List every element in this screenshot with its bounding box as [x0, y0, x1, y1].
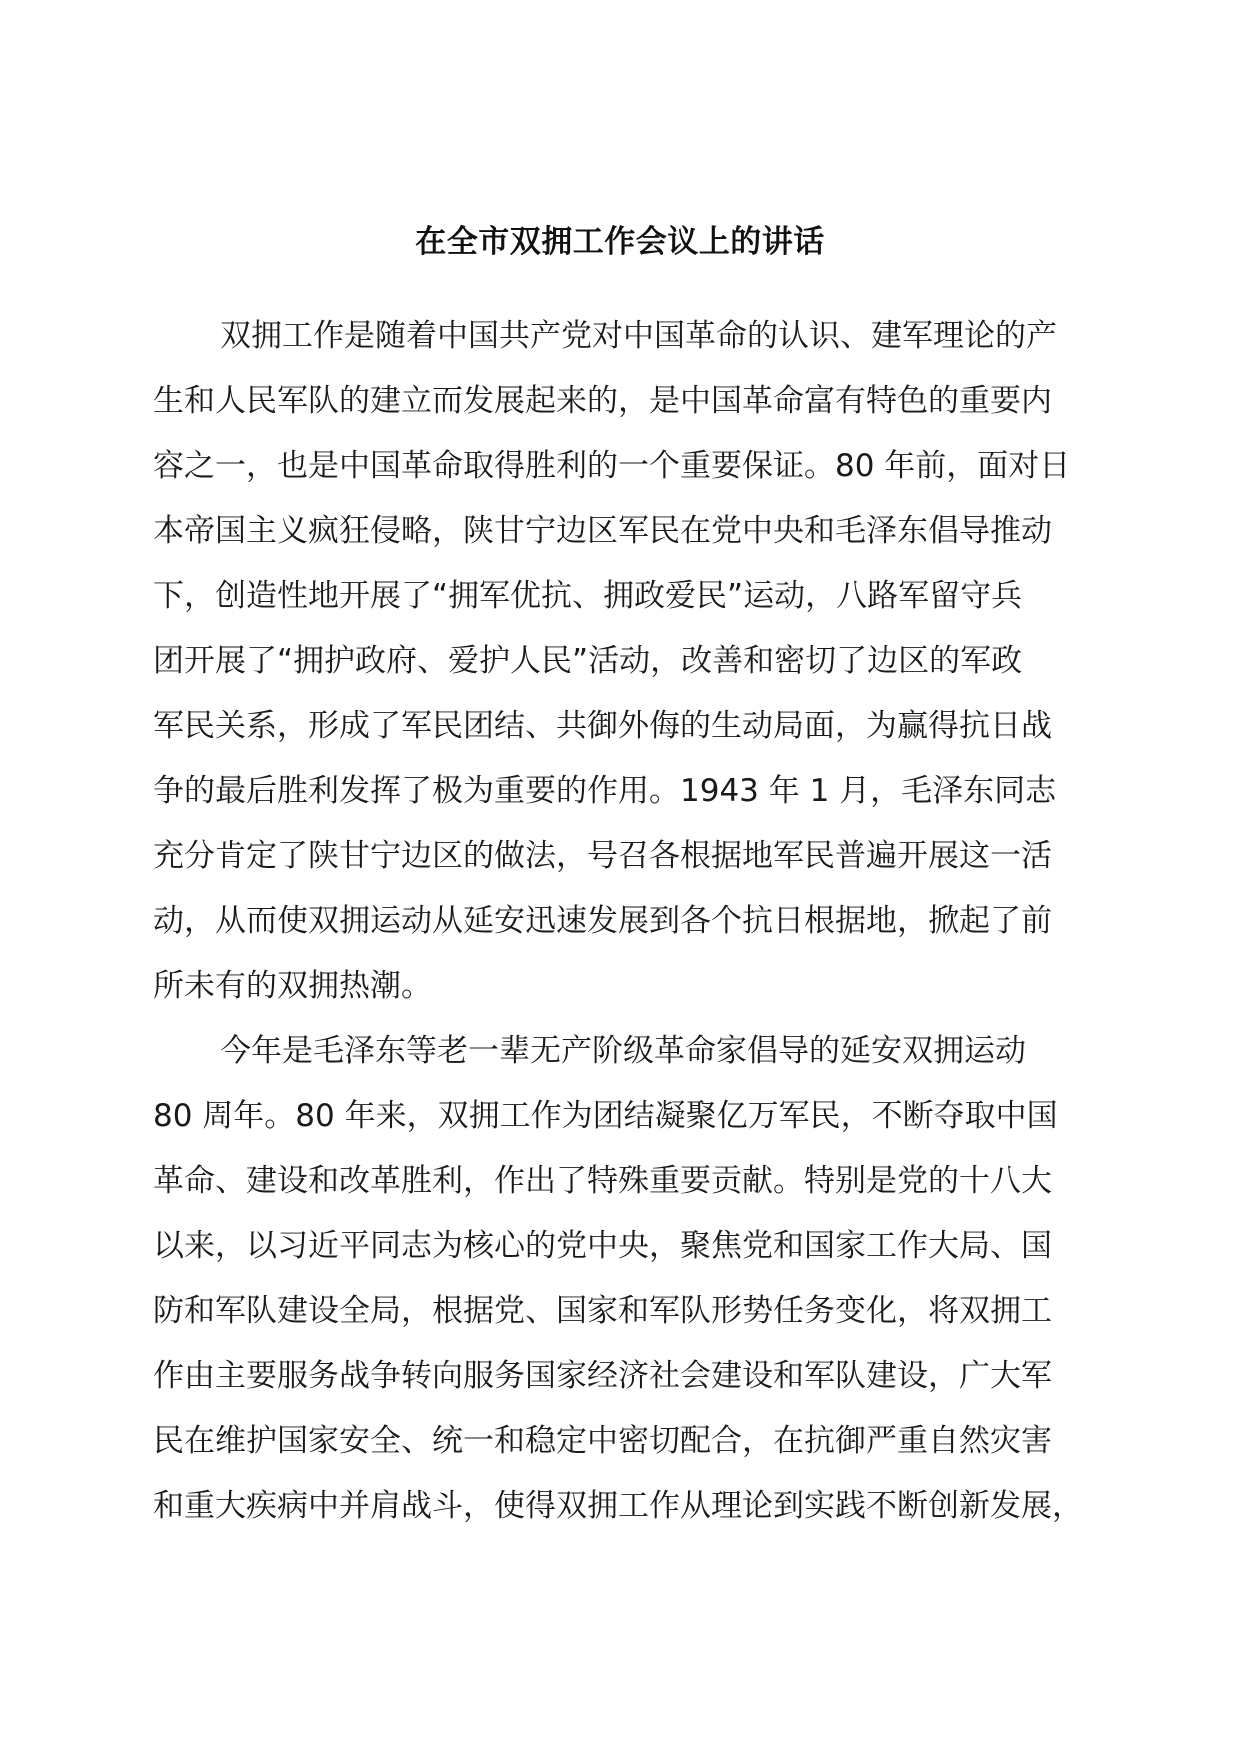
paragraph-1-line-6: 团开展了“拥护政府、爱护人民”活动，改善和密切了边区的军政 — [153, 643, 1023, 679]
paragraph-2-line-7: 民在维护国家安全、统一和稳定中密切配合，在抗御严重自然灾害 — [153, 1423, 1052, 1459]
paragraph-1-line-4: 本帝国主义疯狂侵略，陕甘宁边区军民在党中央和毛泽东倡导推动 — [153, 513, 1052, 549]
paragraph-2-line-5: 防和军队建设全局，根据党、国家和军队形势任务变化，将双拥工 — [153, 1293, 1052, 1329]
paragraph-2-line-8: 和重大疾病中并肩战斗，使得双拥工作从理论到实践不断创新发展， — [153, 1488, 1083, 1524]
paragraph-1-line-1: 双拥工作是随着中国共产党对中国革命的认识、建军理论的产 — [220, 318, 1057, 354]
paragraph-2-line-3: 革命、建设和改革胜利，作出了特殊重要贡献。特别是党的十八大 — [153, 1163, 1052, 1199]
paragraph-1-line-8: 争的最后胜利发挥了极为重要的作用。1943 年 1 月，毛泽东同志 — [153, 773, 1057, 809]
paragraph-1-line-10: 动，从而使双拥运动从延安迅速发展到各个抗日根据地，掀起了前 — [153, 903, 1052, 939]
paragraph-2-line-1: 今年是毛泽东等老一辈无产阶级革命家倡导的延安双拥运动 — [220, 1033, 1026, 1069]
paragraph-2-line-4: 以来，以习近平同志为核心的党中央，聚焦党和国家工作大局、国 — [153, 1228, 1052, 1264]
document-title: 在全市双拥工作会议上的讲话 — [415, 224, 825, 260]
paragraph-1-line-2: 生和人民军队的建立而发展起来的，是中国革命富有特色的重要内 — [153, 383, 1052, 419]
paragraph-2-line-6: 作由主要服务战争转向服务国家经济社会建设和军队建设，广大军 — [153, 1358, 1052, 1394]
paragraph-2-line-2: 80 周年。80 年来，双拥工作为团结凝聚亿万军民，不断夺取中国 — [153, 1098, 1058, 1134]
paragraph-1-line-3: 容之一，也是中国革命取得胜利的一个重要保证。80 年前，面对日 — [153, 448, 1071, 484]
paragraph-1-line-9: 充分肯定了陕甘宁边区的做法，号召各根据地军民普遍开展这一活 — [153, 838, 1052, 874]
paragraph-1-line-5: 下，创造性地开展了“拥军优抗、拥政爱民”运动，八路军留守兵 — [153, 578, 1023, 614]
paragraph-1-line-11: 所未有的双拥热潮。 — [153, 968, 432, 1004]
paragraph-1-line-7: 军民关系，形成了军民团结、共御外侮的生动局面，为赢得抗日战 — [153, 708, 1052, 744]
